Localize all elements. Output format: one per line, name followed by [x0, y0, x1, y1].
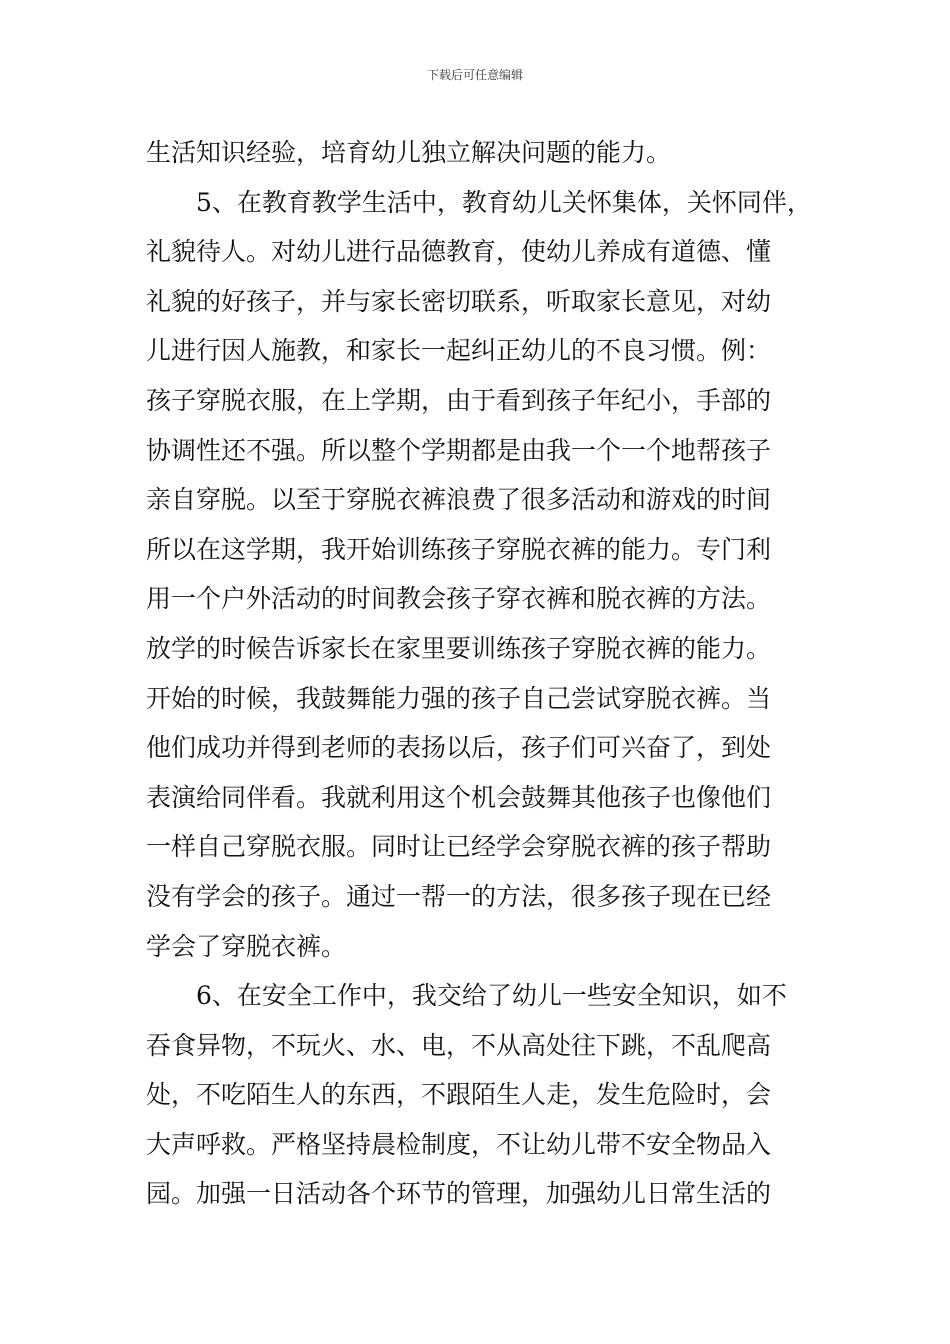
text-line: 大声呼救。严格坚持晨检制度，不让幼儿带不安全物品入 [146, 1129, 772, 1159]
text-line: 园。加强一日活动各个环节的管理，加强幼儿日常生活的 [146, 1179, 772, 1209]
text-line: 吞食异物，不玩火、水、电，不从高处往下跳，不乱爬高 [146, 1030, 772, 1060]
text-line: 他们成功并得到老师的表扬以后，孩子们可兴奋了，到处 [146, 733, 772, 763]
paragraph-start-line: 5、在教育教学生活中，教育幼儿关怀集体，关怀同伴， [196, 187, 812, 217]
text-line: 礼貌的好孩子，并与家长密切联系，听取家长意见，对幼 [146, 286, 772, 316]
text-line: 学会了穿脱衣裤。 [146, 931, 347, 961]
text-line: 放学的时候告诉家长在家里要训练孩子穿脱衣裤的能力。 [146, 633, 772, 663]
text-line: 表演给同伴看。我就利用这个机会鼓舞其他孩子也像他们 [146, 782, 772, 812]
text-line: 孩子穿脱衣服，在上学期，由于看到孩子年纪小，手部的 [146, 385, 772, 415]
text-line: 儿进行因人施教，和家长一起纠正幼儿的不良习惯。例： [146, 336, 772, 366]
text-line: 处，不吃陌生人的东西，不跟陌生人走，发生危险时，会 [146, 1080, 772, 1110]
text-line: 亲自穿脱。以至于穿脱衣裤浪费了很多活动和游戏的时间 [146, 485, 772, 515]
paragraph-start-line: 6、在安全工作中，我交给了幼儿一些安全知识，如不 [196, 981, 787, 1011]
header-note: 下载后可任意编辑 [426, 68, 523, 82]
text-line: 没有学会的孩子。通过一帮一的方法，很多孩子现在已经 [146, 881, 772, 911]
text-line: 生活知识经验，培育幼儿独立解决问题的能力。 [146, 138, 672, 167]
text-line: 一样自己穿脱衣服。同时让已经学会穿脱衣裤的孩子帮助 [146, 832, 772, 862]
text-line: 协调性还不强。所以整个学期都是由我一个一个地帮孩子 [146, 435, 772, 465]
text-line: 开始的时候，我鼓舞能力强的孩子自己尝试穿脱衣裤。当 [146, 683, 772, 713]
text-line: 所以在这学期，我开始训练孩子穿脱衣裤的能力。专门利 [146, 534, 772, 564]
text-line: 用一个户外活动的时间教会孩子穿衣裤和脱衣裤的方法。 [146, 584, 772, 614]
text-line: 礼貌待人。对幼儿进行品德教育，使幼儿养成有道德、懂 [146, 237, 772, 267]
body-text [146, 128, 826, 1219]
